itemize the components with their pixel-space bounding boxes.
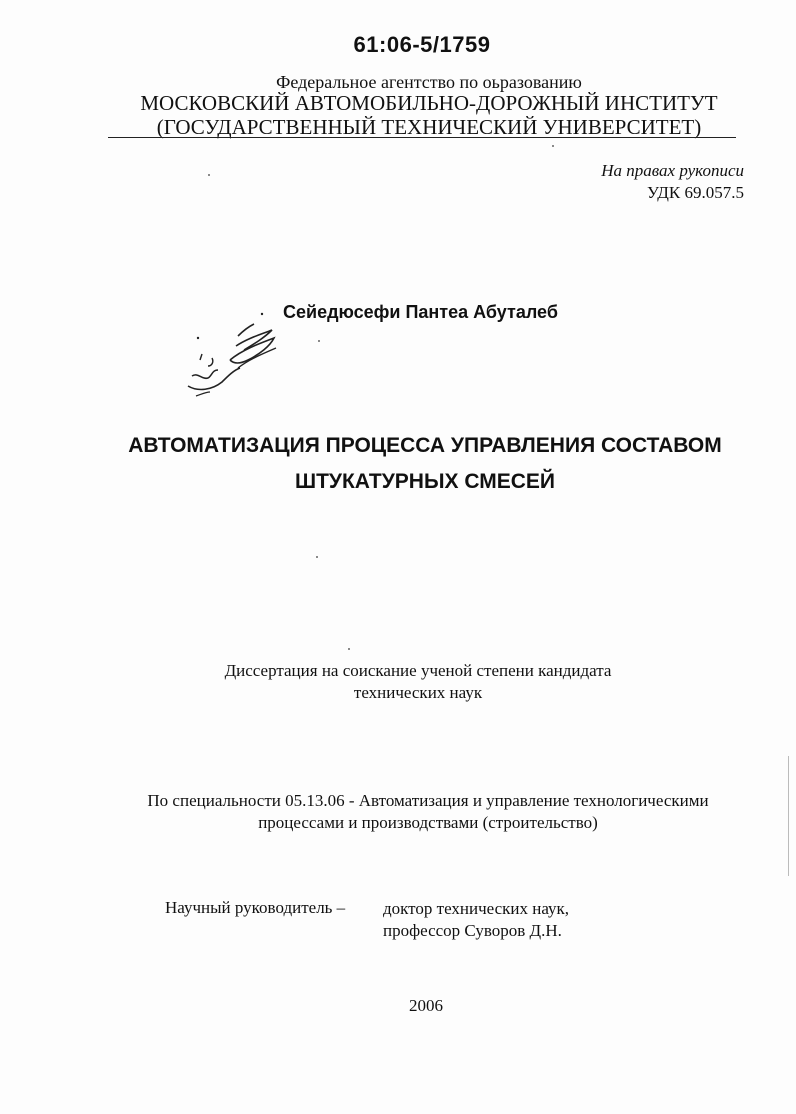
degree-line-1: Диссертация на соискание ученой степени кандидата xyxy=(224,661,612,680)
udc-code: УДК 69.057.5 xyxy=(646,183,744,202)
scan-speck xyxy=(318,340,320,342)
rights-block xyxy=(601,160,744,204)
specialty-statement xyxy=(0,790,796,834)
rights-label: На правах рукописи xyxy=(601,161,744,180)
scan-speck xyxy=(316,556,318,558)
specialty-line-1: По специальности 05.13.06 - Автоматизация и управление технологическими xyxy=(147,791,709,810)
header-divider xyxy=(108,137,736,138)
scan-speck xyxy=(552,145,554,147)
institute-line-2: (ГОСУДАРСТВЕННЫЙ ТЕХНИЧЕСКИЙ УНИВЕРСИТЕТ) xyxy=(156,115,702,139)
scan-speck xyxy=(348,648,350,650)
publication-year: 2006 xyxy=(409,996,443,1015)
advisor-degree: доктор технических наук, xyxy=(383,899,570,918)
scan-edge-mark xyxy=(788,756,789,876)
advisor-label: Научный руководитель – xyxy=(165,898,346,917)
institute-name xyxy=(0,91,796,139)
specialty-line-2: процессами и производствами (строительство) xyxy=(258,813,598,832)
author-name: Сейедюсефи Пантеа Абуталеб xyxy=(283,302,558,322)
signature-icon xyxy=(178,308,294,408)
dissertation-title xyxy=(0,428,796,500)
archive-code: 61:06-5/1759 xyxy=(353,32,491,57)
advisor-details xyxy=(383,898,569,942)
institute-line-1: МОСКОВСКИЙ АВТОМОБИЛЬНО-ДОРОЖНЫЙ ИНСТИТУТ xyxy=(140,91,718,115)
agency-name: Федеральное агентство по оьразованию xyxy=(276,72,582,92)
scan-speck xyxy=(208,174,210,176)
advisor-name: профессор Суворов Д.Н. xyxy=(383,921,562,940)
degree-statement xyxy=(0,660,796,704)
degree-line-2: технических наук xyxy=(353,683,483,702)
title-line-1: АВТОМАТИЗАЦИЯ ПРОЦЕССА УПРАВЛЕНИЯ СОСТАВОМ xyxy=(128,434,722,457)
title-line-2: ШТУКАТУРНЫХ СМЕСЕЙ xyxy=(294,470,556,493)
